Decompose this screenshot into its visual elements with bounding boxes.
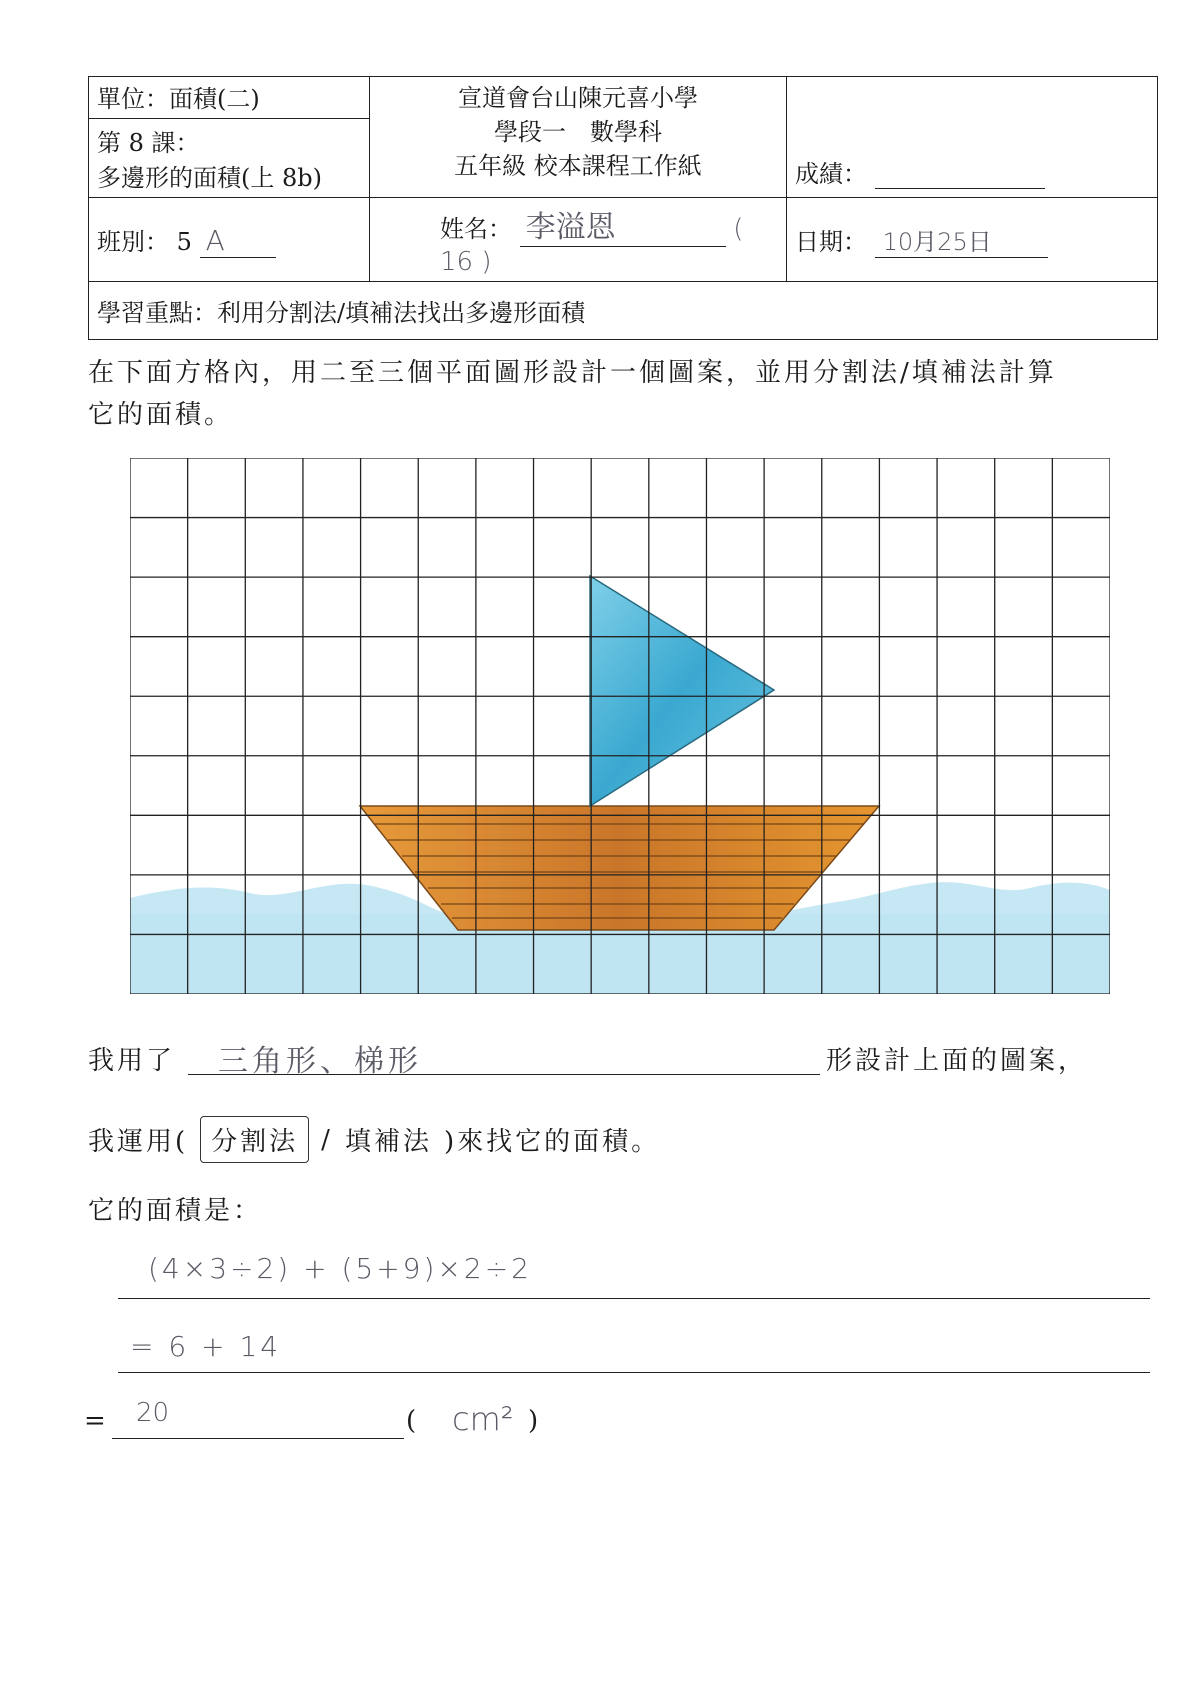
method-choice-other: 填補法 xyxy=(344,1127,432,1157)
school-name: 宣道會台山陳元喜小學 xyxy=(458,84,698,112)
area-label: 它的面積是： xyxy=(88,1196,263,1226)
date-label: 日期： xyxy=(795,227,867,256)
name-cell xyxy=(370,198,787,282)
date-cell xyxy=(787,198,1158,282)
class-value: A xyxy=(200,224,276,258)
header-table xyxy=(88,76,1158,340)
class-prefix: 5 xyxy=(176,227,192,256)
used-shapes-value: 三角形、梯形 xyxy=(218,1044,422,1079)
method-prefix: 我運用( xyxy=(88,1127,189,1157)
term-subject: 學段一 數學科 xyxy=(494,118,662,146)
name-label: 姓名： xyxy=(440,215,512,243)
unit-open: ( xyxy=(406,1406,420,1436)
boat-sail xyxy=(590,576,774,806)
learning-focus: 學習重點：利用分割法/填補法找出多邊形面積 xyxy=(97,299,586,327)
method-suffix: )來找它的面積。 xyxy=(443,1127,661,1157)
grade-cell xyxy=(787,77,1158,198)
unit-close: ) xyxy=(528,1406,542,1436)
used-prefix: 我用了 xyxy=(88,1046,176,1076)
unit-label: 單位：面積(二) xyxy=(89,77,369,119)
calc-step-1: (4×3÷2) + (5+9)×2÷2 xyxy=(148,1252,532,1285)
unit-cell xyxy=(89,77,370,198)
class-label: 班別： xyxy=(97,227,169,256)
instruction-line-1: 在下面方格內，用二至三個平面圖形設計一個圖案，並用分割法/填補法計算 xyxy=(88,358,1057,388)
result-equals: = xyxy=(84,1406,109,1436)
focus-cell xyxy=(89,282,1158,340)
lesson-label: 第 8 課： xyxy=(97,129,200,157)
result-blank xyxy=(112,1398,404,1439)
student-number: ( 16 ) xyxy=(440,214,744,277)
used-suffix: 形設計上面的圖案， xyxy=(826,1046,1088,1076)
school-cell xyxy=(370,77,787,198)
calc-line-2 xyxy=(118,1326,1150,1373)
date-value: 10月25日 xyxy=(875,222,1048,258)
class-cell xyxy=(89,198,370,282)
method-separator: / xyxy=(321,1124,333,1155)
result-value: 20 xyxy=(136,1398,170,1428)
instructions xyxy=(88,352,1168,436)
used-shapes-blank xyxy=(188,1036,820,1079)
calc-step-2: = 6 + 14 xyxy=(130,1330,282,1363)
grade-blank xyxy=(875,160,1045,189)
grid-drawing xyxy=(130,458,1110,994)
name-value: 李溢恩 xyxy=(520,202,726,247)
method-choice-selected: 分割法 xyxy=(200,1116,309,1163)
grade-label: 成績： xyxy=(795,160,867,188)
method-line xyxy=(88,1116,660,1163)
unit-value: cm² xyxy=(452,1400,514,1438)
calc-line-1 xyxy=(118,1252,1150,1299)
lesson-title: 多邊形的面積(上 8b) xyxy=(97,164,322,192)
worksheet-title: 五年級 校本課程工作紙 xyxy=(454,152,702,180)
instruction-line-2: 它的面積。 xyxy=(88,400,234,430)
